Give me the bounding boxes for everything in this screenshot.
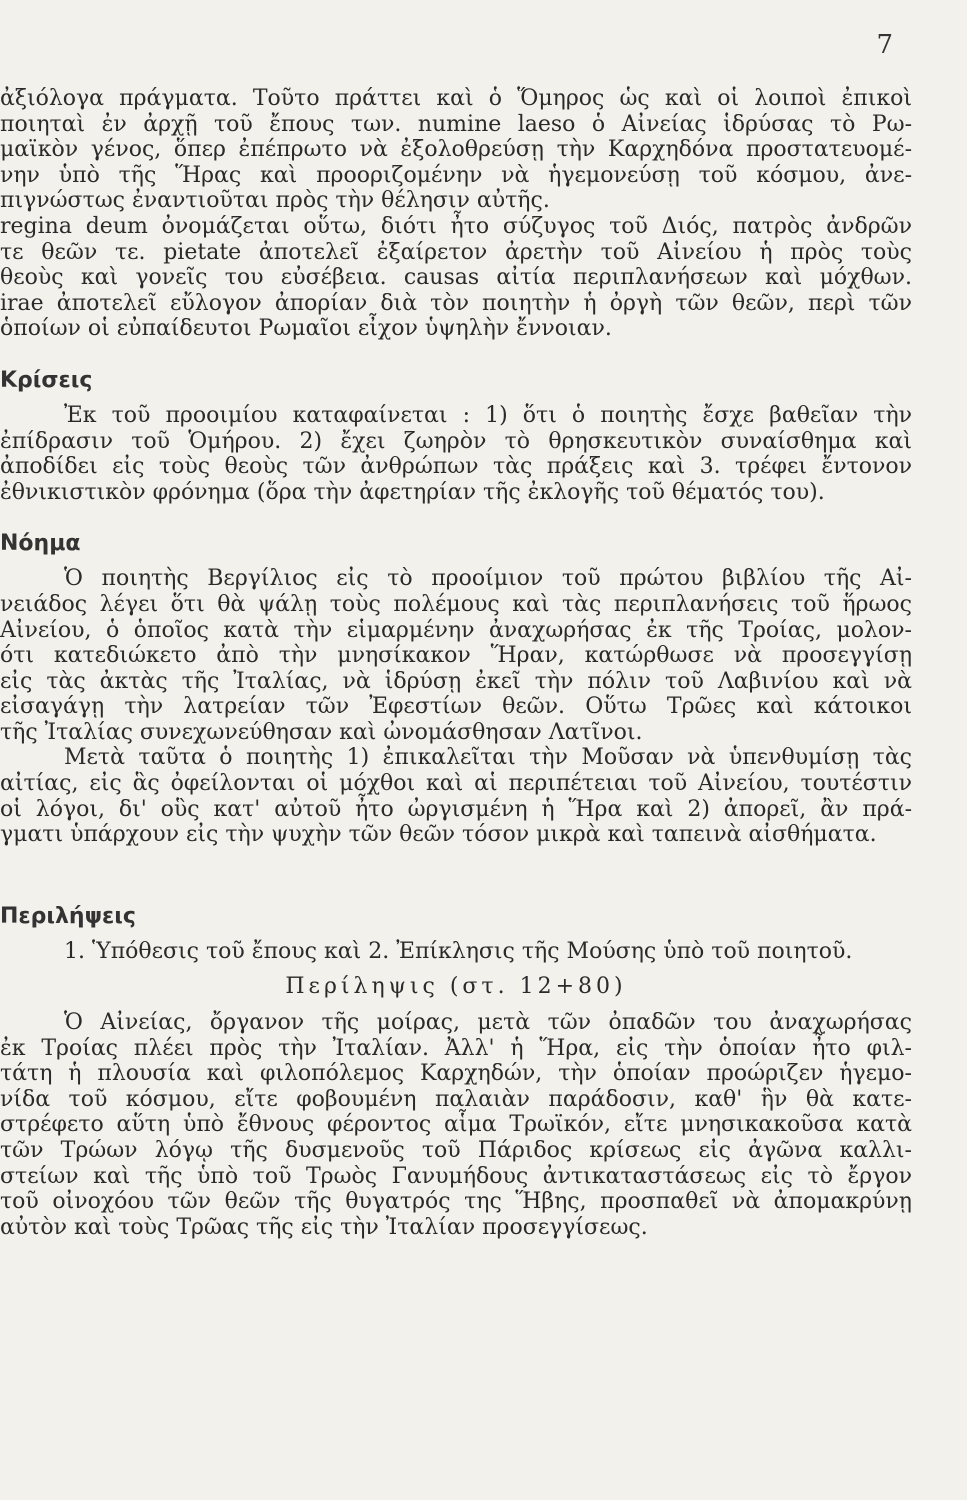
text-line: Αἰνείου, ὁ ὁποῖος κατὰ τὴν εἱμαρμένην ἀναχωρήσας ἐκ τῆς Τροίας, μολον- xyxy=(0,617,912,643)
text-line: τάτη ἡ πλουσία καὶ φιλοπόλεμος Καρχηδών, τὴν ὁποίαν προώριζεν ἡγεμο- xyxy=(0,1061,912,1087)
text-line: αἰτίας, εἰς ἃς ὀφείλονται οἱ μόχθοι καὶ αἱ περιπέτειαι τοῦ Αἰνείου, τουτέστιν xyxy=(0,771,912,797)
text-line: εἰς τὰς ἀκτὰς τῆς Ἰταλίας, νὰ ἱδρύσῃ ἐκεῖ τὴν πόλιν τοῦ Λαβινίου καὶ νὰ xyxy=(0,668,912,694)
noima-paragraph-2 xyxy=(0,745,912,847)
text-line: ἐκ Τροίας πλέει πρὸς τὴν Ἰταλίαν. Ἀλλ' ἡ Ἥρα, εἰς τὴν ὁποίαν ἦτο φιλ- xyxy=(0,1035,912,1061)
text-line: ὁποίων οἱ εὐπαίδευτοι Ρωμαῖοι εἶχον ὑψηλὴν ἔννοιαν. xyxy=(0,316,612,342)
text-line: Ἐκ τοῦ προοιμίου καταφαίνεται : 1) ὅτι ὁ ποιητὴς ἔσχε βαθεῖαν τὴν xyxy=(64,402,912,428)
summary-list: 1. Ὑπόθεσις τοῦ ἔπους καὶ 2. Ἐπίκλησις τῆς Μούσης ὑπὸ τοῦ ποιητοῦ. xyxy=(64,938,853,964)
text-line: ἐθνικιστικὸν φρόνημα (ὅρα τὴν ἀφετηρίαν τῆς ἐκλογῆς τοῦ θέματός του). xyxy=(0,479,825,505)
text-line: ότι κατεδιώκετο ἀπὸ τὴν μνησίκακον Ἥραν, κατώρθωσε νὰ προσεγγίσῃ xyxy=(0,643,912,669)
text-line: τοῦ οἰνοχόου τῶν θεῶν τῆς θυγατρός της Ἥβης, προσπαθεῖ νὰ ἀπομακρύνῃ xyxy=(0,1189,912,1215)
text-line: εἰσαγάγῃ τὴν λατρείαν τῶν Ἐφεστίων θεῶν. Οὕτω Τρῶες καὶ κάτοικοι xyxy=(0,694,912,720)
text-line: Ὁ ποιητὴς Βεργίλιος εἰς τὸ προοίμιον τοῦ πρώτου βιβλίου τῆς Αἰ- xyxy=(64,566,912,592)
page-body xyxy=(0,86,912,1240)
text-line: στείων καὶ τῆς ὑπὸ τοῦ Τρωὸς Γανυμήδους ἀντικαταστάσεως εἰς τὸ ἔργον xyxy=(0,1163,912,1189)
text-line: αὐτὸν καὶ τοὺς Τρῶας τῆς εἰς τὴν Ἰταλίαν προσεγγίσεως. xyxy=(0,1214,648,1240)
section-heading-perilipseis: Περιλήψεις xyxy=(0,903,136,929)
text-line: regina deum ὀνομάζεται οὕτω, διότι ἦτο σύζυγος τοῦ Διός, πατρὸς ἀνδρῶν xyxy=(0,213,912,239)
text-line: γματι ὑπάρχουν εἰς τὴν ψυχὴν τῶν θεῶν τόσον μικρὰ καὶ ταπεινὰ αἰσθήματα. xyxy=(0,822,877,848)
text-line: θεοὺς καὶ γονεῖς του εὐσέβεια. causas αἰτία περιπλανήσεων καὶ μόχθων. xyxy=(0,265,912,291)
text-line: ποιηταὶ ἐν ἀρχῇ τοῦ ἔπους των. numine laeso ὁ Αἰνείας ἱδρύσας τὸ Ρω- xyxy=(0,111,912,137)
text-line: τῶν Τρώων λόγῳ τῆς δυσμενοῦς τοῦ Πάριδος κρίσεως εἰς ἀγῶνα καλλι- xyxy=(0,1138,912,1163)
text-line: τε θεῶν τε. pietate ἀποτελεῖ ἐξαίρετον ἀρετὴν τοῦ Αἰνείου ἡ πρὸς τοὺς xyxy=(0,239,912,265)
noima-paragraph-1 xyxy=(0,566,912,745)
perilipsis-title: Περίληψις (στ. 12+80) xyxy=(285,974,627,1000)
text-line: πιγνώστως ἐναντιοῦται πρὸς τὴν θέλησιν αὐτῆς. xyxy=(0,188,550,214)
page-number: 7 xyxy=(876,30,893,60)
section-heading-noima: Νόημα xyxy=(0,531,81,557)
section-heading-kriseis: Κρίσεις xyxy=(0,367,93,393)
text-line: στρέφετο αὕτη ὑπὸ ἔθνους φέροντος αἷμα Τρωϊκόν, εἴτε μνησικακοῦσα κατὰ xyxy=(0,1112,912,1138)
commentary-paragraph xyxy=(0,86,912,342)
text-line: οἱ λόγοι, δι' οὓς κατ' αὐτοῦ ἦτο ὠργισμένη ἡ Ἥρα καὶ 2) ἀπορεῖ, ἂν πρά- xyxy=(0,796,912,822)
text-line: νην ὑπὸ τῆς Ἥρας καὶ προοριζομένην νὰ ἡγεμονεύσῃ τοῦ κόσμου, ἀνε- xyxy=(0,162,912,188)
text-line: ἀποδίδει εἰς τοὺς θεοὺς τῶν ἀνθρώπων τὰς πράξεις καὶ 3. τρέφει ἔντονον xyxy=(0,454,912,480)
perilipsis-paragraph xyxy=(0,1010,912,1240)
text-line: νειάδος λέγει ὅτι θὰ ψάλῃ τοὺς πολέμους καὶ τὰς περιπλανήσεις τοῦ ἥρωος xyxy=(0,591,912,617)
text-line: ἐπίδρασιν τοῦ Ὁμήρου. 2) ἔχει ζωηρὸν τὸ θρησκευτικὸν συναίσθημα καὶ xyxy=(0,428,912,454)
text-line: νίδα τοῦ κόσμου, εἴτε φοβουμένη παλαιὰν παράδοσιν, καθ' ἣν θὰ κατε- xyxy=(0,1086,912,1112)
text-line: μαϊκὸν γένος, ὅπερ ἐπέπρωτο νὰ ἐξολοθρεύσῃ τὴν Καρχηδόνα προστατευομέ- xyxy=(0,137,912,163)
text-line: Ὁ Αἰνείας, ὄργανον τῆς μοίρας, μετὰ τῶν ὀπαδῶν του ἀναχωρήσας xyxy=(64,1010,912,1036)
text-line: irae ἀποτελεῖ εὔλογον ἀπορίαν διὰ τὸν ποιητὴν ἡ ὀργὴ τῶν θεῶν, περὶ τῶν xyxy=(0,290,912,316)
text-line: τῆς Ἰταλίας συνεχωνεύθησαν καὶ ὠνομάσθησαν Λατῖνοι. xyxy=(0,719,643,745)
text-line: Μετὰ ταῦτα ὁ ποιητὴς 1) ἐπικαλεῖται τὴν Μοῦσαν νὰ ὑπενθυμίσῃ τὰς xyxy=(64,745,912,771)
text-line: ἀξιόλογα πράγματα. Τοῦτο πράττει καὶ ὁ Ὅμηρος ὡς καὶ οἱ λοιποὶ ἐπικοὶ xyxy=(0,86,912,111)
kriseis-paragraph xyxy=(0,403,912,505)
